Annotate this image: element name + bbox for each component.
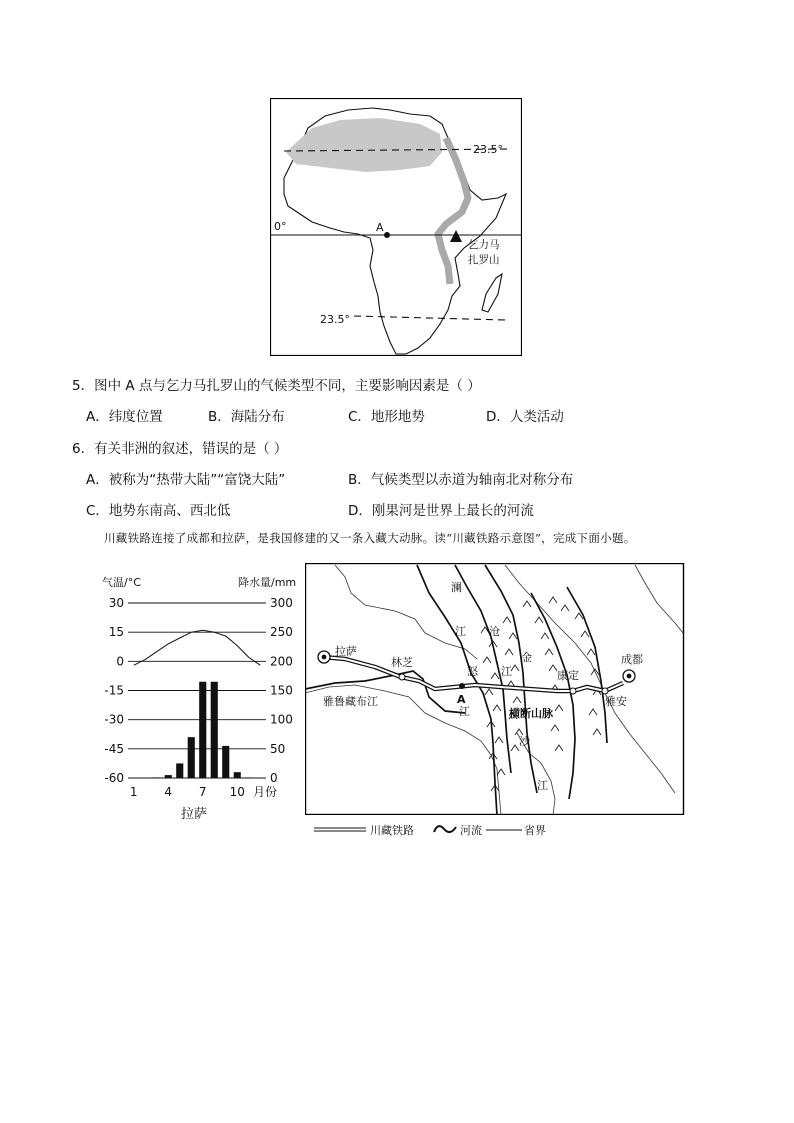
- lhasa-label: 拉萨: [335, 645, 357, 658]
- temp-tick-label: -60: [104, 771, 124, 785]
- precip-tick-label: 50: [270, 741, 286, 756]
- temp-tick-label: 30: [108, 596, 124, 610]
- jiang-middle-label: 江: [501, 665, 512, 678]
- lan-label: 澜: [451, 581, 462, 594]
- kilimanjaro-label-1: 乞力马: [468, 239, 500, 251]
- yaan-label: 雅安: [605, 695, 627, 708]
- question-6-stem: [72, 437, 287, 457]
- nyingchi-marker: [399, 674, 405, 680]
- precip-tick-label: 250: [270, 625, 293, 640]
- railway-intro-text: 川藏铁路连接了成都和拉萨，是我国修建的又一条入藏大动脉。读“川藏铁路示意图”，完成下面小题。: [104, 531, 636, 545]
- cang-label: 沧: [489, 625, 500, 638]
- yarlung-label: 雅鲁藏布江: [323, 695, 378, 708]
- temp-tick-label: -15: [104, 683, 124, 698]
- lhasa-marker-dot: [322, 655, 327, 660]
- point-a-railway-label: A: [457, 693, 466, 706]
- temp-axis-title: 气温/°C: [102, 576, 141, 589]
- precip-tick-label: 200: [270, 654, 293, 669]
- lat-south-label: 23.5°: [320, 313, 350, 326]
- nu-label: 怒: [467, 665, 478, 678]
- precip-axis-title: 降水量/mm: [238, 576, 297, 589]
- jiang1-label: 江: [455, 625, 466, 638]
- month-tick-label: 10: [229, 785, 245, 799]
- question-5-number: 5．: [72, 378, 95, 394]
- point-a-label: A: [376, 221, 384, 234]
- station-name: 拉萨: [181, 807, 208, 822]
- railway-legend: [312, 820, 592, 840]
- jiang3-label: 江: [537, 779, 548, 792]
- jin-label: 金: [521, 651, 532, 664]
- month-tick-label: 1: [129, 785, 138, 799]
- precipitation-bar: [188, 737, 195, 778]
- temp-tick-label: -30: [104, 712, 124, 727]
- precipitation-bar: [153, 777, 160, 778]
- climate-chart: [98, 572, 308, 824]
- precipitation-bar: [165, 775, 172, 778]
- precipitation-bar: [245, 777, 252, 778]
- question-6-text: 有关非洲的叙述，错误的是（ ）: [94, 441, 288, 457]
- nyingchi-label: 林芝: [391, 656, 413, 669]
- chengdu-label: 成都: [621, 653, 643, 666]
- precip-tick-label: 300: [270, 596, 293, 610]
- q6-option-b[interactable]: B．气候类型以赤道为轴南北对称分布: [348, 472, 574, 488]
- legend-railway-label: 川藏铁路: [370, 824, 414, 837]
- precip-tick-label: 100: [270, 712, 293, 727]
- question-5-stem: [72, 374, 481, 394]
- temperature-curve: [134, 630, 260, 665]
- lat-north-label: 23.5°: [473, 143, 503, 156]
- q6-option-a[interactable]: A．被称为“热带大陆”“富饶大陆”: [86, 472, 286, 488]
- hengduan-label: 横断山脉: [509, 707, 553, 720]
- point-a-dot: [384, 232, 390, 238]
- question-5-text: 图中 A 点与乞力马扎罗山的气候类型不同，主要影响因素是（ ）: [94, 378, 481, 394]
- temp-tick-label: -45: [104, 741, 124, 756]
- temp-tick-label: 0: [116, 654, 124, 669]
- jiang2-label: 江: [459, 705, 470, 718]
- q6-option-d[interactable]: D．刚果河是世界上最长的河流: [348, 503, 534, 519]
- q5-option-a[interactable]: A．纬度位置: [86, 409, 163, 425]
- q6-option-c[interactable]: C．地势东南高、西北低: [86, 503, 231, 519]
- kangding-marker: [570, 688, 576, 694]
- month-tick-label: 4: [164, 785, 173, 799]
- precipitation-bar: [199, 682, 206, 778]
- kangding-label: 康定: [557, 669, 579, 682]
- railway-map: [305, 563, 685, 815]
- precipitation-bar: [222, 746, 229, 778]
- precipitation-bar: [211, 682, 218, 778]
- precipitation-bar: [234, 772, 241, 778]
- x-axis-unit: 月份: [253, 785, 278, 799]
- legend-river-label: 河流: [460, 824, 482, 837]
- chengdu-marker-dot: [627, 674, 632, 679]
- legend-border-label: 省界: [524, 824, 546, 837]
- lat-equator-label: 0°: [274, 220, 287, 233]
- kilimanjaro-label-2: 扎罗山: [468, 254, 500, 266]
- sha-label: 沙: [519, 735, 530, 748]
- q5-option-b[interactable]: B．海陆分布: [208, 409, 285, 425]
- yaan-marker: [602, 688, 608, 694]
- q5-option-c[interactable]: C．地形地势: [348, 409, 425, 425]
- q5-option-d[interactable]: D．人类活动: [486, 409, 564, 425]
- precip-tick-label: 150: [270, 683, 293, 698]
- precipitation-bar: [176, 763, 183, 778]
- legend-river-symbol: [434, 826, 456, 832]
- point-a-marker: [459, 683, 465, 689]
- temp-tick-label: 15: [108, 625, 124, 640]
- africa-map: [270, 98, 522, 356]
- question-6-number: 6．: [72, 441, 95, 457]
- month-tick-label: 7: [198, 785, 207, 799]
- precip-tick-label: 0: [270, 771, 278, 785]
